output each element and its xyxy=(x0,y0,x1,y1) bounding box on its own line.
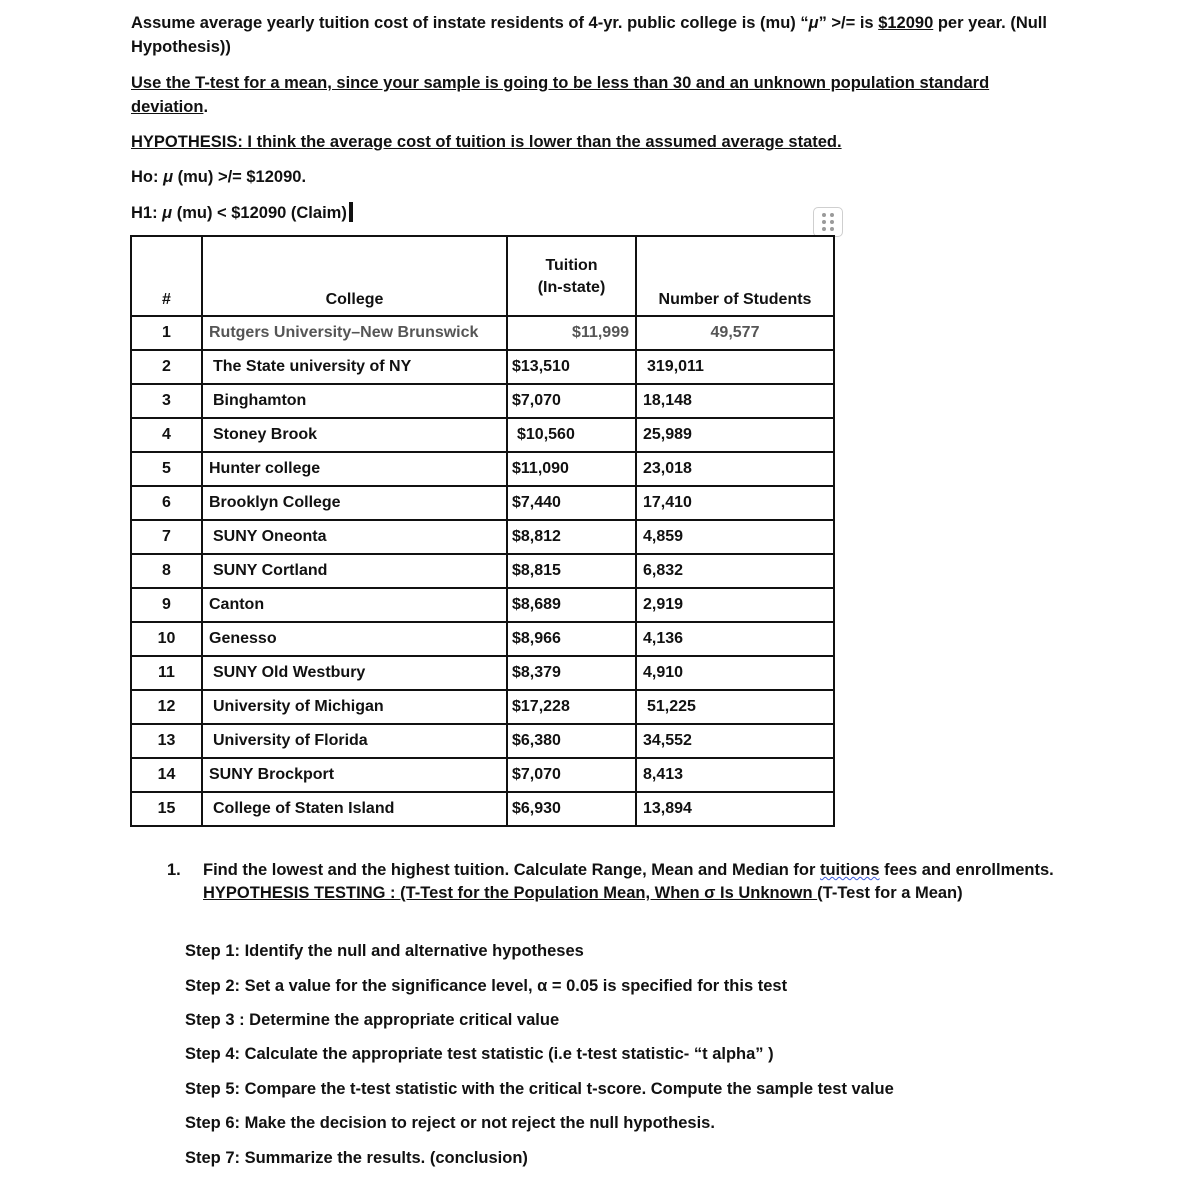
row-students: 4,910 xyxy=(636,656,834,690)
row-number: 13 xyxy=(131,724,202,758)
header-college: College xyxy=(202,236,507,316)
row-number: 15 xyxy=(131,792,202,826)
ttest-note-text: Use the T-test for a mean, since your sample is going to be less than 30 and an unknown population standard deviation xyxy=(131,74,990,116)
header-number: # xyxy=(131,236,202,316)
hypothesis-statement: HYPOTHESIS: I think the average cost of tuition is lower than the assumed average stated. xyxy=(131,133,842,151)
row-students: 319,011 xyxy=(636,350,834,384)
row-number: 6 xyxy=(131,486,202,520)
table-row xyxy=(131,622,834,656)
intro-text: Assume average yearly tuition cost of instate residents of 4-yr. public college is (mu) “ xyxy=(131,14,809,32)
row-college: SUNY Cortland xyxy=(202,554,507,588)
row-tuition: $11,090 xyxy=(507,452,636,486)
row-college: Genesso xyxy=(202,622,507,656)
row-college: The State university of NY xyxy=(202,350,507,384)
table-row xyxy=(131,758,834,792)
college-table xyxy=(130,235,835,827)
table-row xyxy=(131,656,834,690)
row-students: 18,148 xyxy=(636,384,834,418)
row-tuition: $7,440 xyxy=(507,486,636,520)
row-tuition: $8,689 xyxy=(507,588,636,622)
row-college: University of Florida xyxy=(202,724,507,758)
h1-prefix: H1: xyxy=(131,204,163,222)
row-tuition: $17,228 xyxy=(507,690,636,724)
null-hypothesis xyxy=(131,168,306,187)
table-row xyxy=(131,690,834,724)
row-tuition: $6,380 xyxy=(507,724,636,758)
mu-symbol: μ xyxy=(163,168,174,186)
header-students: Number of Students xyxy=(636,236,834,316)
row-students: 23,018 xyxy=(636,452,834,486)
intro-paragraph xyxy=(131,11,1061,59)
row-tuition: $7,070 xyxy=(507,384,636,418)
table-row xyxy=(131,792,834,826)
row-students: 4,859 xyxy=(636,520,834,554)
row-number: 3 xyxy=(131,384,202,418)
row-number: 11 xyxy=(131,656,202,690)
ttest-note xyxy=(131,71,1061,119)
step-6: Step 6: Make the decision to reject or not reject the null hypothesis. xyxy=(185,1114,715,1132)
header-tuition xyxy=(507,236,636,316)
row-students: 13,894 xyxy=(636,792,834,826)
intro-text: ” >/= is xyxy=(818,14,879,32)
row-number: 5 xyxy=(131,452,202,486)
step-text: Step 1: Identify the null and alternative hypotheses xyxy=(185,942,584,960)
row-students: 2,919 xyxy=(636,588,834,622)
row-number: 9 xyxy=(131,588,202,622)
step-3: Step 3 : Determine the appropriate critical value xyxy=(185,1011,560,1029)
row-number: 10 xyxy=(131,622,202,656)
table-row xyxy=(131,350,834,384)
row-tuition: $7,070 xyxy=(507,758,636,792)
mu-symbol: μ xyxy=(162,204,173,222)
table-row xyxy=(131,588,834,622)
assumed-amount: $12090 xyxy=(878,14,934,32)
hypothesis-testing-title: HYPOTHESIS TESTING : (T-Test for the Population Mean, When σ Is Unknown xyxy=(203,884,818,902)
table-row xyxy=(131,554,834,588)
row-students: 4,136 xyxy=(636,622,834,656)
row-tuition: $13,510 xyxy=(507,350,636,384)
drag-handle-icon[interactable] xyxy=(813,207,843,237)
row-number: 4 xyxy=(131,418,202,452)
table-row xyxy=(131,724,834,758)
intro-text: per year. (Null Hypothesis)) xyxy=(131,14,1047,56)
row-tuition: $11,999 xyxy=(507,316,636,350)
step-7: Step 7: Summarize the results. (conclusion) xyxy=(185,1149,528,1167)
row-college: Hunter college xyxy=(202,452,507,486)
table-row xyxy=(131,384,834,418)
row-college: Canton xyxy=(202,588,507,622)
step-5: Step 5: Compare the t-test statistic with the critical t-score. Compute the sample test value xyxy=(185,1080,894,1098)
row-number: 7 xyxy=(131,520,202,554)
row-number: 14 xyxy=(131,758,202,792)
step-4: Step 4: Calculate the appropriate test statistic (i.e t-test statistic- “t alpha” ) xyxy=(185,1045,774,1063)
row-college: Binghamton xyxy=(202,384,507,418)
row-tuition: $8,966 xyxy=(507,622,636,656)
alternative-hypothesis xyxy=(131,202,353,223)
ttest-note-period: . xyxy=(203,98,209,116)
row-tuition: $8,379 xyxy=(507,656,636,690)
text-cursor[interactable] xyxy=(349,202,353,222)
table-row xyxy=(131,316,834,350)
mu-symbol: μ xyxy=(808,14,819,32)
row-tuition: $6,930 xyxy=(507,792,636,826)
table-header-row xyxy=(131,236,834,316)
table-row xyxy=(131,486,834,520)
row-college: Stoney Brook xyxy=(202,418,507,452)
header-tuition-line1: Tuition xyxy=(545,257,598,274)
row-students: 51,225 xyxy=(636,690,834,724)
row-college: Rutgers University–New Brunswick xyxy=(202,316,507,350)
row-tuition: $10,560 xyxy=(507,418,636,452)
row-college: Brooklyn College xyxy=(202,486,507,520)
row-students: 17,410 xyxy=(636,486,834,520)
list-number: 1. xyxy=(167,861,181,879)
item-text: Find the lowest and the highest tuition. Calculate Range, Mean and Median for xyxy=(203,861,820,879)
row-number: 2 xyxy=(131,350,202,384)
row-students: 49,577 xyxy=(636,316,834,350)
list-item-text xyxy=(203,859,1083,905)
row-number: 12 xyxy=(131,690,202,724)
table-row xyxy=(131,418,834,452)
row-students: 6,832 xyxy=(636,554,834,588)
row-college: SUNY Brockport xyxy=(202,758,507,792)
row-number: 8 xyxy=(131,554,202,588)
row-college: SUNY Old Westbury xyxy=(202,656,507,690)
table-row xyxy=(131,452,834,486)
row-college: SUNY Oneonta xyxy=(202,520,507,554)
h0-text: (mu) >/= $12090. xyxy=(173,168,307,186)
table-row xyxy=(131,520,834,554)
row-tuition: $8,815 xyxy=(507,554,636,588)
step-2: Step 2: Set a value for the significance level, α = 0.05 is specified for this test xyxy=(185,977,788,995)
row-students: 8,413 xyxy=(636,758,834,792)
hypothesis-testing-subtitle: (T-Test for a Mean) xyxy=(817,884,963,902)
item-text: fees and enrollments. xyxy=(879,861,1054,879)
h0-prefix: Ho: xyxy=(131,168,164,186)
row-college: University of Michigan xyxy=(202,690,507,724)
spellcheck-word[interactable]: tuitions xyxy=(819,861,880,879)
h1-text: (mu) < $12090 (Claim) xyxy=(172,204,347,222)
header-tuition-line2: (In-state) xyxy=(537,279,606,296)
row-number: 1 xyxy=(131,316,202,350)
row-students: 34,552 xyxy=(636,724,834,758)
row-students: 25,989 xyxy=(636,418,834,452)
step-1 xyxy=(185,942,584,961)
row-tuition: $8,812 xyxy=(507,520,636,554)
row-college: College of Staten Island xyxy=(202,792,507,826)
